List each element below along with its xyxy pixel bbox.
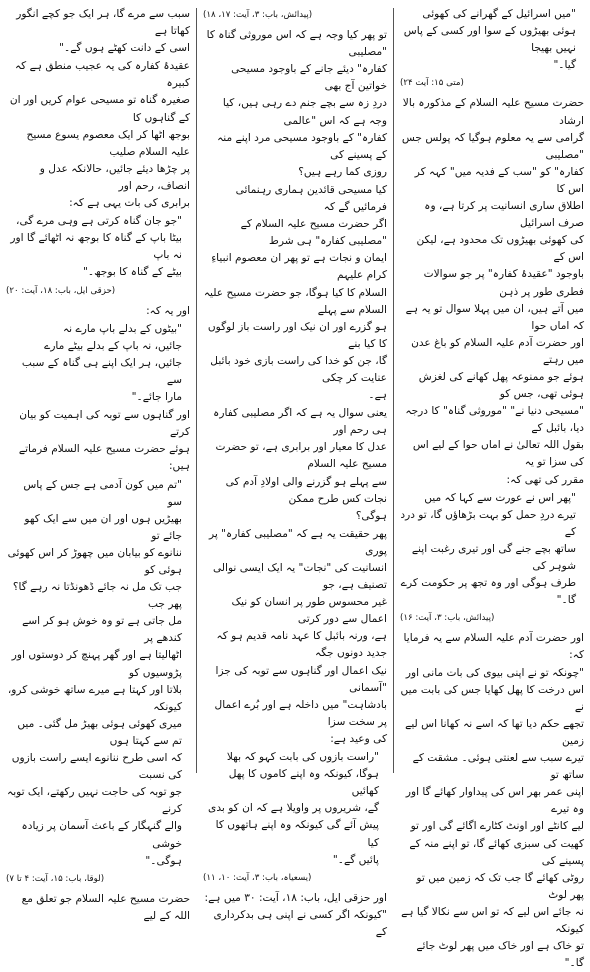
citation-reference: (حزقی ایل، باب: ۱۸، آیت: ۲۰) [6, 285, 116, 296]
paragraph: سبب سے مرے گا، ہر ایک جو کچے انگور کھاتا ہے اسی کے دانت کھٹے ہوں گے۔" [16, 8, 190, 55]
quotation: "بیٹوں کے بدلے باپ مارے نہ جائیں، نہ باپ کے بدلے بیٹے مارے جائیں، ہر ایک اپنے ہی گناہ کے سبب سے مارا جائے۔" [21, 322, 182, 404]
citation-reference: (یسعیاہ، باب: ۳، آیت: ۱۰، ۱۱) [203, 872, 312, 883]
quotation: "راست بازوں کی بابت کہو کہ بھلا ہوگا، کیونکہ وہ اپنے کاموں کا پھل کھائیں گے، شریروں پر واویلا ہے کہ ان کو بدی پیش آئے گی کیونکہ وہ اپنے ہاتھوں کا کیا پائیں گے۔" [208, 751, 379, 866]
citation-reference: (پیدائش، باب: ۳، آیت: ۱۷، ۱۸) [203, 10, 313, 20]
column-divider [393, 8, 394, 773]
quotation: "تم میں کون آدمی ہے جس کے پاس سو بھیڑیں ہوں اور ان میں سے ایک کھو جائے تو ننانوے کو بیابان میں چھوڑ کر اس کھوئی ہوئی کو جب تک مل نہ جائے ڈھونڈتا نہ رہے گا؟ پھر جب مل جاتی ہے تو وہ خوش ہو کر اسے کندھے پر اٹھالیتا ہے اور گھر پہنچ کر دوستوں اور پڑوسیوں کو بلاتا اور کہتا ہے میرے ساتھ خوشی کرو، کیونکہ میری کھوئی ہوئی بھیڑ مل گئی۔ میں تم سے کہتا ہوں کہ اسی طرح ننانوے ایسے راست بازوں کی نسبت جو توبہ کی حاجت نہیں رکھتے، ایک توبہ کرنے والے گنہگار کے باعث آسمان پر زیادہ خوشی ہوگی۔" [6, 478, 182, 867]
text-column-right [400, 6, 584, 970]
paragraph: عقیدۂ کفارہ کی یہ عجیب منطق ہے کہ کبیرہ صغیرہ گناہ تو مسیحی عوام کریں اور ان کے گناہوں کا بوجھ اٹھا کر ایک معصوم یسوع مسیح علیہ السلام صلیب پر چڑھا دیئے جائیں، حالانکہ عدل و انصاف، رحم اور برابری کی بات یہی ہے کہ: [9, 60, 190, 210]
paragraph: پھر حقیقت یہ ہے کہ "مصلیبی کفارہ" پر پوری انسانیت کی "نجات" یہ ایک ایسی نوالی تصنیف ہے، جو غیر محسوس طور پر انسان کو نیک اعمال سے دور کرتی ہے، ورنہ بائبل کا عہد نامہ قدیم ہو کہ جدید دونوں جگہ نیک اعمال اور گناہوں سے توبہ کی جزا "آسمانی بادشاہت" میں داخلہ ہے اور بُرے اعمال پر سخت سزا کی وعید ہے: [208, 527, 387, 745]
paragraph: اور یہ کہ: [146, 304, 190, 317]
quotation: "پھر اس نے عورت سے کہا کہ میں تیرے دردِ حمل کو بہت بڑھاؤں گا، تو درد کے ساتھ بچے جنے گی اور تیری رغبت اپنے شوہر کی طرف ہوگی اور وہ تجھ پر حکومت کرے گا۔" [400, 491, 576, 607]
column-divider [196, 8, 197, 773]
quotation: "میں اسرائیل کے گھرانے کی کھوئی ہوئی بھیڑوں کے سوا اور کسی کے پاس نہیں بھیجا گیا۔" [403, 8, 576, 72]
citation-reference: (لوقا، باب: ۱۵، آیت: ۴ تا ۷) [6, 873, 105, 884]
paragraph: حضرت مسیح علیہ السلام جو تعلق مع اللہ کے لیے [21, 892, 190, 922]
paragraph: تو پھر کیا وجہ ہے کہ اس موروثی گناہ کا "مصلیبی کفارہ" دیئے جانے کے باوجود مسیحی خواتین آج بھی دردِ زہ سے بچے جنم دے رہی ہیں، کیا وجہ ہے کہ اس "عالمی کفارہ" کے باوجود مسیحی مرد اپنے منہ کے پسینے کی روزی کما رہے ہیں؟ [206, 29, 387, 178]
paragraph: اور گناہوں سے توبہ کی اہمیت کو بیان کرتے ہوئے حضرت مسیح علیہ السلام فرماتے ہیں: [18, 409, 190, 473]
paragraph: حضرت مسیح علیہ السلام کے مذکورہ بالا ارشاد گرامی سے یہ معلوم ہوگیا کہ پولس جس "مصلیبی کفارہ" کو "سب کے فدیہ میں" کہہ کر اس کا اطلاق ساری انسانیت پر کرتا ہے، وہ صرف اسرائیل کی کھوئی بھیڑوں تک محدود ہے، لیکن اس کے باوجود "عقیدۂ کفارہ" پر جو سوالات فطری طور پر ذہن میں آتے ہیں، ان میں پہلا سوال تو یہ ہے کہ اماں حوا اور حضرت آدم علیہ السلام کو باغ عدن میں رہتے ہوئے جو ممنوعہ پھل کھانے کی لغزش ہوئی تھی، جس کو "مسیحی دنیا نے" "موروثی گناہ" کا درجہ دیا، بائبل کے بقول اللہ تعالیٰ نے اماں حوا کے لیے اس کی سزا تو یہ مقرر کی تھی کہ: [401, 97, 584, 486]
paragraph: اور حزقی ایل، باب: ۱۸، آیت: ۳۰ میں ہے: "کیونکہ اگر کسی نے اپنی ہی بدکرداری کے [204, 891, 387, 938]
text-column-middle [203, 6, 387, 938]
citation-reference: (پیدائش، باب: ۳، آیت: ۱۶) [400, 613, 495, 624]
citation-reference: (متی ۱۵: آیت ۲۴) [400, 78, 464, 89]
quotation: "جو جان گناہ کرتی ہے وہی مرے گی، بیٹا باپ کے گناہ کا بوجھ نہ اٹھائے گا اور نہ باپ بیٹے کے گناہ کا بوجھ۔" [10, 215, 182, 279]
text-column-left [6, 6, 190, 922]
paragraph: یعنی سوال یہ ہے کہ اگر مصلیبی کفارہ ہی رحم اور عدل کا معیار اور برابری ہے، تو حضرت مسیح علیہ السلام سے پہلے ہو گزرنے والی اولادِ آدم کی نجات کس طرح ممکن ہوگی؟ [213, 407, 387, 522]
paragraph: اور حضرت آدم علیہ السلام سے یہ فرمایا کہ: "چونکہ تو نے اپنی بیوی کی بات مانی اور اس درخت کا پھل کھایا جس کی بابت میں نے تجھے حکم دیا تھا کہ اسے نہ کھانا اس لیے زمین تیرے سبب سے لعنتی ہوئی۔ مشقت کے ساتھ تو اپنی عمر بھر اس کی پیداوار کھائے گا اور وہ تیرے لیے کانٹے اور اونٹ کٹارے اگائے گی اور تو کھیت کی سبزی کھائے گا، تو اپنے منہ کے پسینے کی روٹی کھائے گا جب تک کہ زمین میں تو پھر لوٹ نہ جائے اس لیے کہ تو اس سے نکالا گیا ہے کیونکہ تو خاک ہے اور خاک میں پھر لوٹ جائے گا۔" [400, 632, 584, 970]
paragraph: کیا مسیحی قائدین ہماری رہنمائی فرمائیں گے کہ اگر حضرت مسیح علیہ السلام کے "مصلیبی کفارہ" ہی شرط ایمان و نجات ہے تو پھر ان معصوم انبیاءِ کرام علیہم السلام کا کیا ہوگا، جو حضرت مسیح علیہ السلام سے پہلے ہو گزرے اور ان نیک اور راست باز لوگوں کا کیا بنے گا، جن کو خدا کی راست بازی خود بائبل عنایت کر چکی ہے۔ [203, 183, 387, 402]
